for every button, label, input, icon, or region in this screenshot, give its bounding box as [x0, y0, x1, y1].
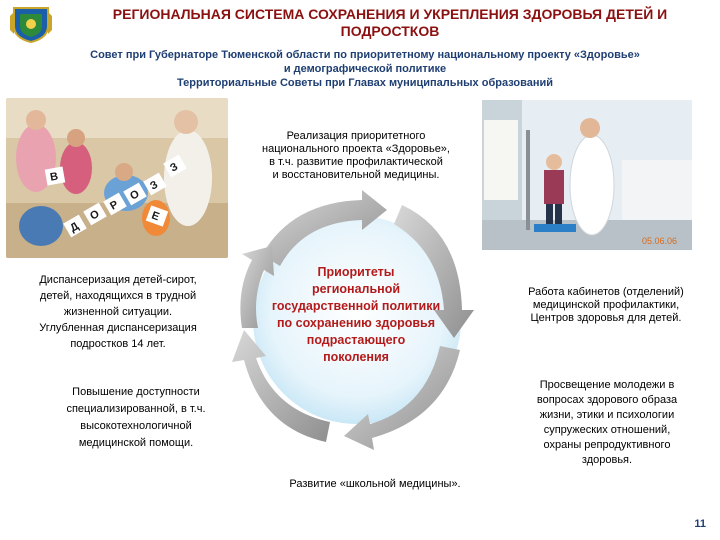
block-specialized-care: [20, 384, 252, 452]
block-dispensarization: [2, 272, 234, 352]
subtitle-line: Совет при Губернаторе Тюменской области по приоритетному национальному проекту «Здоровье»: [90, 49, 640, 61]
text-line: Реализация приоритетного: [286, 130, 426, 142]
subtitle-line: Территориальные Советы при Главах муниципальных образований: [176, 77, 554, 89]
text-line: национального проекта «Здоровье»,: [262, 143, 450, 155]
text-line: супружеских отношений,: [543, 424, 671, 436]
block-prevention-offices: [496, 286, 716, 325]
center-line: Приоритеты: [317, 265, 395, 279]
center-line: поколения: [323, 350, 389, 364]
coat-of-arms-icon: [8, 4, 54, 44]
block-youth-education: [502, 378, 712, 468]
text-line: Работа кабинетов (отделений): [528, 286, 684, 298]
page-number: 11: [694, 518, 706, 530]
text-line: охраны репродуктивного: [543, 439, 671, 451]
page-subtitle: [20, 48, 710, 90]
photo-children-letters: [6, 98, 228, 258]
text-line: специализированной, в т.ч.: [66, 403, 206, 415]
text-line: медицинской помощи.: [78, 437, 194, 449]
text-line: Углубленная диспансеризация: [39, 322, 197, 334]
text-line: высокотехнологичной: [80, 420, 192, 432]
block-national-project: [236, 130, 476, 182]
photo-timestamp: 05.06.06: [642, 236, 678, 246]
letter-card: З: [148, 178, 161, 193]
text-line: вопросах здорового образа: [536, 394, 678, 406]
letter-card: В: [49, 170, 60, 184]
block-school-medicine: Развитие «школьной медицины».: [289, 478, 461, 490]
letter-card: Р: [108, 198, 121, 213]
subtitle-line: и демографической политике: [283, 63, 447, 75]
photo-child-measurement: [482, 100, 692, 250]
text-line: медицинской профилактики,: [532, 299, 680, 311]
center-line: региональной: [311, 282, 401, 296]
letter-card: О: [88, 207, 102, 223]
text-line: Диспансеризация детей-сирот,: [39, 274, 197, 286]
center-line: подрастающего: [306, 333, 406, 347]
text-line: Просвещение молодежи в: [539, 379, 675, 391]
page-title: РЕГИОНАЛЬНАЯ СИСТЕМА СОХРАНЕНИЯ И УКРЕПЛЕНИЯ ЗДОРОВЬЯ ДЕТЕЙ И ПОДРОСТКОВ: [112, 6, 668, 39]
letter-card: О: [128, 187, 142, 203]
text-line: в т.ч. развитие профилактической: [269, 156, 443, 168]
text-line: жизненной ситуации.: [63, 306, 173, 318]
letter-card: Д: [68, 220, 81, 235]
center-line: по сохранению здоровья: [276, 316, 436, 330]
text-line: Центров здоровья для детей.: [530, 312, 682, 324]
text-line: и восстановительной медицины.: [272, 169, 440, 181]
center-priorities-text: [250, 264, 462, 366]
text-line: подростков 14 лет.: [70, 338, 166, 350]
letter-card: Е: [149, 209, 161, 224]
text-line: Повышение доступности: [72, 386, 200, 398]
letter-card: З: [168, 160, 181, 175]
text-line: детей, находящихся в трудной: [39, 290, 197, 302]
text-line: здоровья.: [581, 454, 633, 466]
center-line: государственной политики: [271, 299, 441, 313]
text-line: жизни, этики и психологии: [539, 409, 675, 421]
